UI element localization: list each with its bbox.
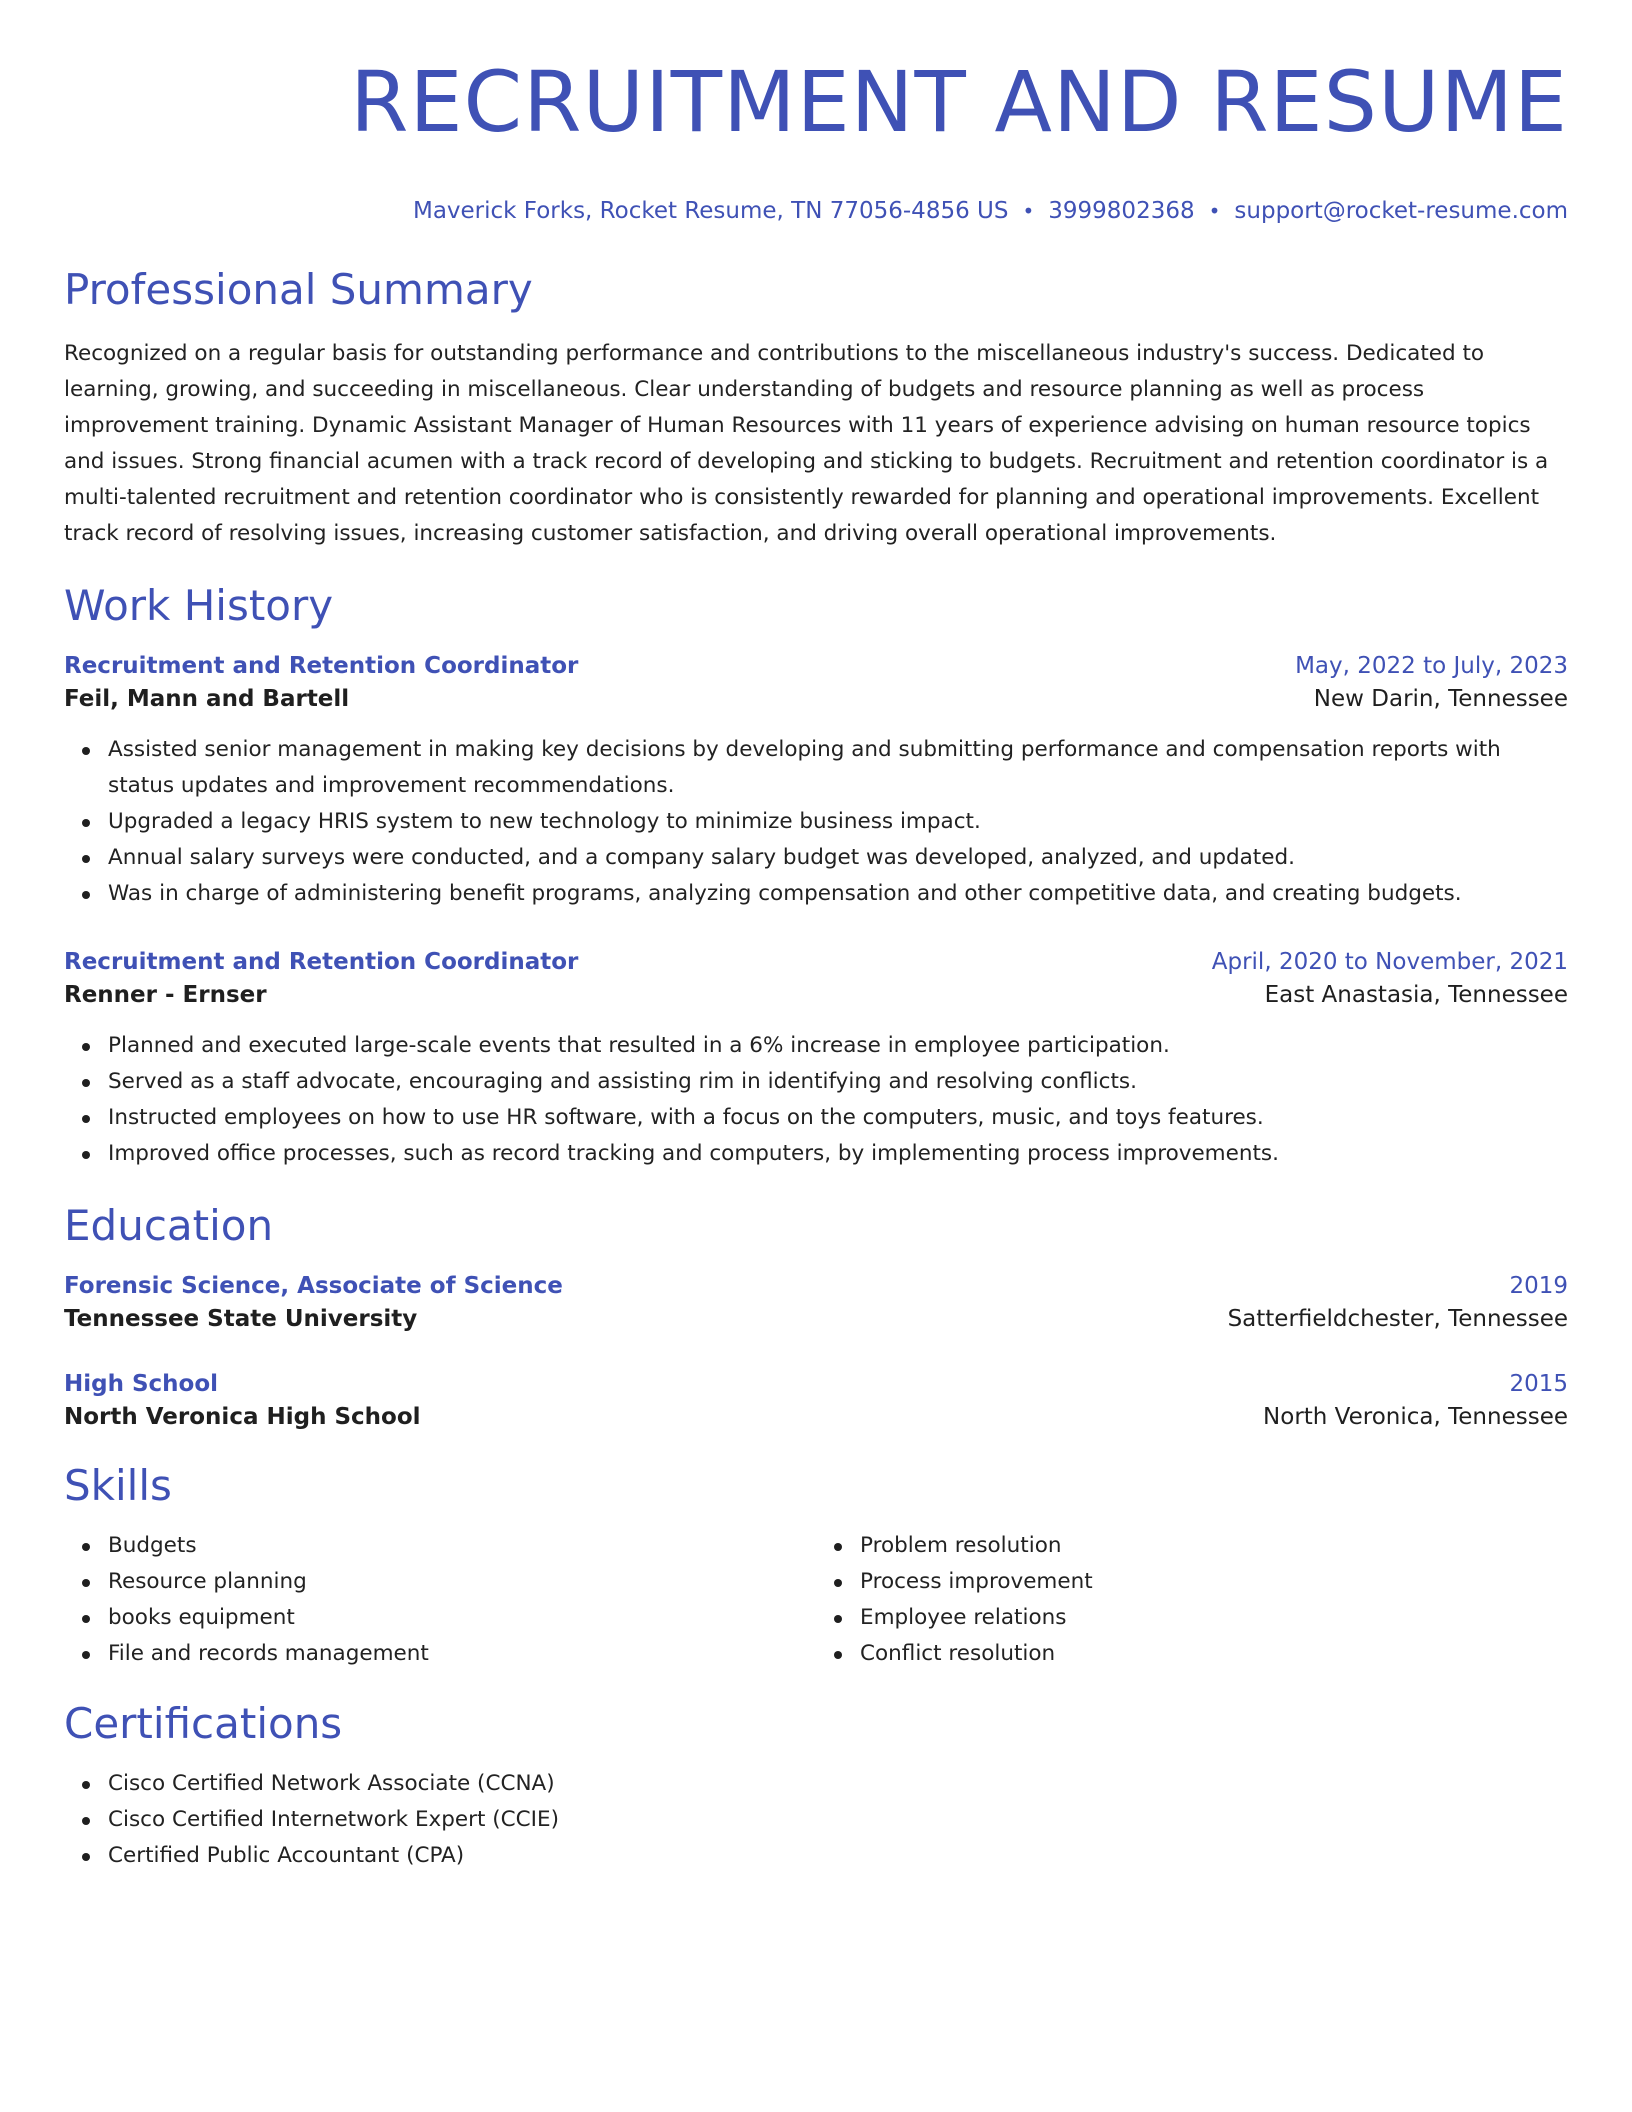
skill-item: Employee relations xyxy=(860,1600,1568,1636)
education-degree: Forensic Science, Associate of Science xyxy=(64,1273,563,1299)
education-degree: High School xyxy=(64,1371,219,1397)
education-location: Satterfieldchester, Tennessee xyxy=(1227,1306,1568,1332)
education-section xyxy=(64,1200,1568,1434)
job-bullets xyxy=(64,732,1568,912)
section-title-skills: Skills xyxy=(64,1461,172,1510)
education-year: 2019 xyxy=(1509,1273,1568,1299)
section-title-education: Education xyxy=(64,1201,274,1250)
work-history-section xyxy=(64,580,1568,1172)
contact-line xyxy=(64,196,1568,226)
job-dates: May, 2022 to July, 2023 xyxy=(1295,653,1568,679)
section-title-certifications: Certifications xyxy=(64,1699,343,1748)
skill-item: Resource planning xyxy=(108,1564,816,1600)
education-entry xyxy=(64,1368,1568,1434)
contact-separator: • xyxy=(1022,199,1035,223)
certifications-section xyxy=(64,1698,1568,1874)
education-year: 2015 xyxy=(1509,1371,1568,1397)
job-bullet: Assisted senior management in making key decisions by developing and submitting performance and compensation reports with status updates and improvement recommendations. xyxy=(108,732,1568,804)
job-bullet: Annual salary surveys were conducted, and a company salary budget was developed, analyzed, and updated. xyxy=(108,840,1568,876)
skills-section xyxy=(64,1460,1568,1672)
certification-item: Cisco Certified Internetwork Expert (CCIE) xyxy=(108,1802,1568,1838)
job-bullet: Improved office processes, such as record tracking and computers, by implementing process improvements. xyxy=(108,1136,1568,1172)
summary-text: Recognized on a regular basis for outstanding performance and contributions to the miscellaneous industry's success. Dedicated to learning, growing, and succeeding in miscellaneous. Clear understanding of budgets and resource planning as well as process improvement training. Dynamic Assistant Manager of Human Resources with 11 years of experience advising on human resource topics and issues. Strong financial acumen with a track record of developing and sticking to budgets. Recruitment and retention coordinator is a multi-talented recruitment and retention coordinator who is consistently rewarded for planning and operational improvements. Excellent track record of resolving issues, increasing customer satisfaction, and driving overall operational improvements. xyxy=(64,341,1549,546)
certification-item: Certified Public Accountant (CPA) xyxy=(108,1838,1568,1874)
job-bullet: Instructed employees on how to use HR software, with a focus on the computers, music, and toys features. xyxy=(108,1100,1568,1136)
job-title: Recruitment and Retention Coordinator xyxy=(64,653,579,679)
job-bullet: Planned and executed large-scale events that resulted in a 6% increase in employee participation. xyxy=(108,1028,1568,1064)
skill-item: Conflict resolution xyxy=(860,1636,1568,1672)
job-bullet: Upgraded a legacy HRIS system to new technology to minimize business impact. xyxy=(108,804,1568,840)
job-location: East Anastasia, Tennessee xyxy=(1264,982,1568,1008)
skills-column-left xyxy=(64,1528,816,1672)
section-title-work-history: Work History xyxy=(64,581,334,630)
skills-column-right xyxy=(816,1528,1568,1672)
job-company: Renner - Ernser xyxy=(64,982,267,1008)
skill-item: Process improvement xyxy=(860,1564,1568,1600)
contact-phone: 3999802368 xyxy=(1048,198,1195,224)
contact-email: support@rocket-resume.com xyxy=(1234,198,1568,224)
skills-grid xyxy=(64,1528,1568,1672)
contact-separator: • xyxy=(1208,199,1221,223)
education-school: North Veronica High School xyxy=(64,1404,421,1430)
job-dates: April, 2020 to November, 2021 xyxy=(1211,949,1568,975)
job-entry xyxy=(64,946,1568,1172)
skill-item: books equipment xyxy=(108,1600,816,1636)
job-bullets xyxy=(64,1028,1568,1172)
section-title-summary: Professional Summary xyxy=(64,265,533,314)
resume-header xyxy=(64,50,1568,226)
job-company: Feil, Mann and Bartell xyxy=(64,686,350,712)
certification-item: Cisco Certified Network Associate (CCNA) xyxy=(108,1766,1568,1802)
job-entry xyxy=(64,650,1568,912)
resume-name: RECRUITMENT AND RESUME xyxy=(350,53,1568,151)
skill-item: Problem resolution xyxy=(860,1528,1568,1564)
education-school: Tennessee State University xyxy=(64,1306,418,1332)
job-bullet: Served as a staff advocate, encouraging and assisting rim in identifying and resolving conflicts. xyxy=(108,1064,1568,1100)
certifications-list xyxy=(64,1766,1568,1874)
education-location: North Veronica, Tennessee xyxy=(1263,1404,1568,1430)
summary-section xyxy=(64,264,1568,552)
job-location: New Darin, Tennessee xyxy=(1313,686,1568,712)
skill-item: Budgets xyxy=(108,1528,816,1564)
contact-address: Maverick Forks, Rocket Resume, TN 77056-4856 US xyxy=(412,198,1009,224)
job-bullet: Was in charge of administering benefit programs, analyzing compensation and other competitive data, and creating budgets. xyxy=(108,876,1568,912)
education-entry xyxy=(64,1270,1568,1336)
job-title: Recruitment and Retention Coordinator xyxy=(64,949,579,975)
skill-item: File and records management xyxy=(108,1636,816,1672)
